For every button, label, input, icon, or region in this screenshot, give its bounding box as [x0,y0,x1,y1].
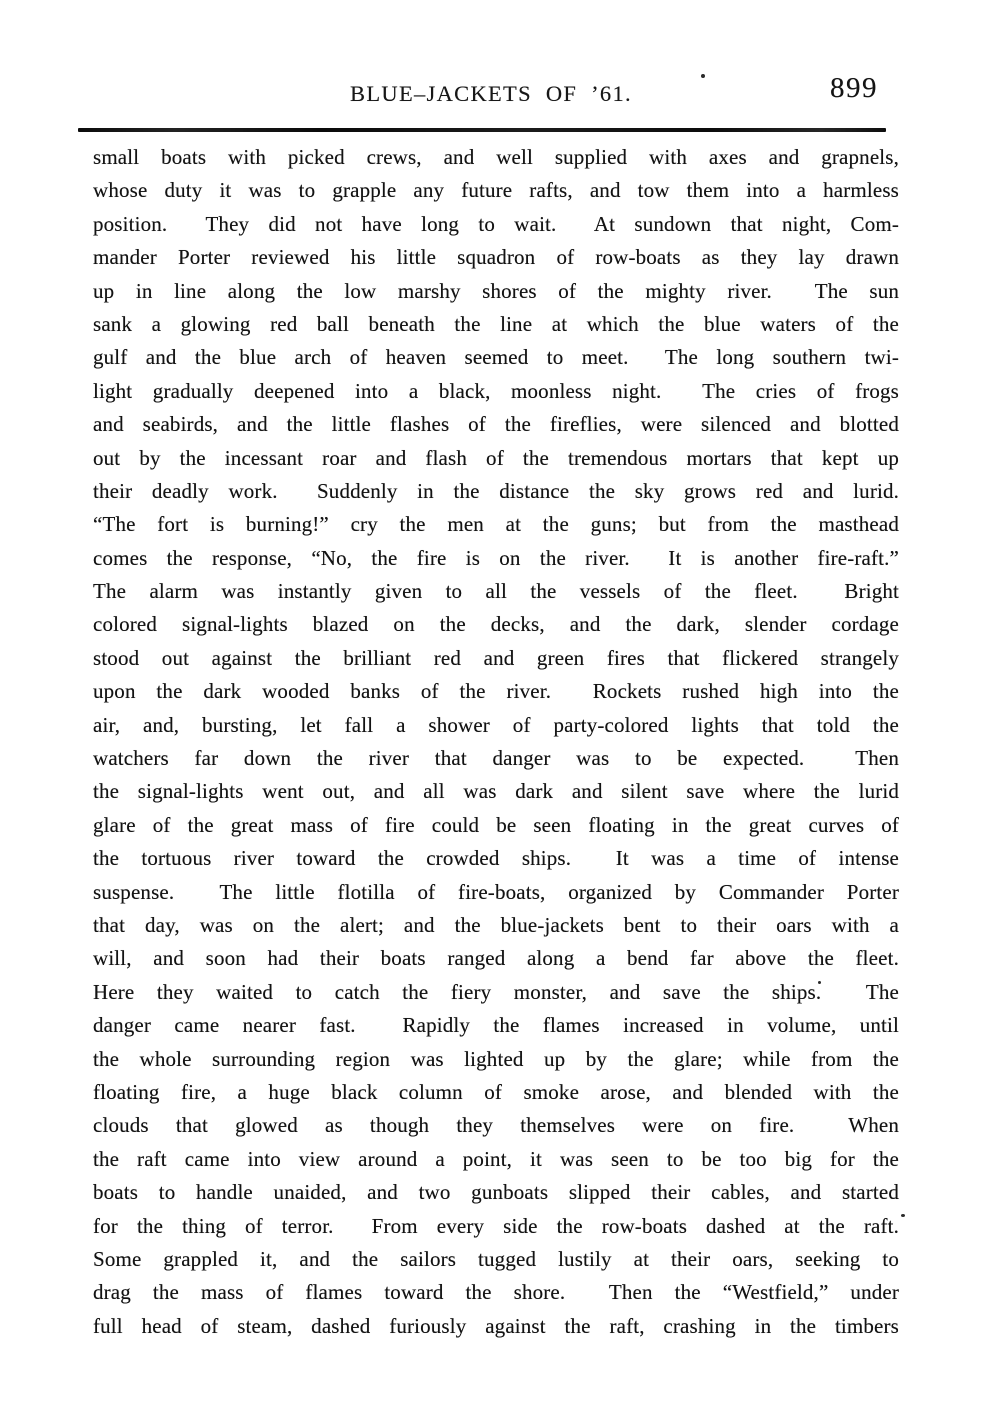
text-line: glare of the great mass of fire could be seen floating in the great curves of [93,812,899,837]
body-text [93,141,899,1343]
text-line: upon the dark wooded banks of the river. Rockets rushed high into the [93,679,899,704]
text-line: their deadly work. Suddenly in the distance the sky grows red and lurid. [93,478,899,503]
text-line: up in line along the low marshy shores of the mighty river. The sun [93,278,899,303]
text-line: the tortuous river toward the crowded ships. It was a time of intense [93,846,899,871]
text-line: danger came nearer fast. Rapidly the flames increased in volume, until [93,1013,899,1038]
text-line: clouds that glowed as though they themselves were on fire. When [93,1113,899,1138]
text-line: out by the incessant roar and flash of the tremendous mortars that kept up [93,445,899,470]
text-line: that day, was on the alert; and the blue-jackets bent to their oars with a [93,912,899,937]
text-line: drag the mass of flames toward the shore. Then the “Westfield,” under [93,1280,899,1305]
running-title: BLUE–JACKETS OF ’61. [350,81,632,106]
text-line: colored signal-lights blazed on the decks, and the dark, slender cordage [93,612,899,637]
page-number: 899 [830,72,878,104]
text-line: stood out against the brilliant red and green fires that flickered strangely [93,645,899,670]
text-line: “The fort is burning!” cry the men at the guns; but from the masthead [93,512,899,537]
ink-speck [701,74,705,78]
text-line: whose duty it was to grapple any future rafts, and tow them into a harmless [93,178,899,203]
text-line: Some grappled it, and the sailors tugged lustily at their oars, seeking to [93,1246,899,1271]
text-line: and seabirds, and the little flashes of the fireflies, were silenced and blotted [93,412,899,437]
text-line: sank a glowing red ball beneath the line at which the blue waters of the [93,311,899,336]
text-line: the whole surrounding region was lighted up by the glare; while from the [93,1046,899,1071]
text-line: mander Porter reviewed his little squadron of row-boats as they lay drawn [93,245,899,270]
ink-speck [901,1214,905,1217]
text-line: gulf and the blue arch of heaven seemed to meet. The long southern twi- [93,345,899,370]
text-line: small boats with picked crews, and well supplied with axes and grapnels, [93,145,899,169]
text-line: air, and, bursting, let fall a shower of party-colored lights that told the [93,712,899,737]
text-line: boats to handle unaided, and two gunboats slipped their cables, and started [93,1180,899,1205]
text-line: Here they waited to catch the fiery monster, and save the ships. The [93,979,899,1004]
text-line: floating fire, a huge black column of smoke arose, and blended with the [93,1079,899,1104]
text-line: The alarm was instantly given to all the vessels of the fleet. Bright [93,579,899,604]
text-line: position. They did not have long to wait. At sundown that night, Com- [93,211,899,236]
text-line: suspense. The little flotilla of fire-boats, organized by Commander Porter [93,879,899,904]
header-rule [78,128,886,132]
text-line: will, and soon had their boats ranged along a bend far above the fleet. [93,946,899,971]
text-line: comes the response, “No, the fire is on the river. It is another fire-raft.” [93,545,899,570]
text-line: the raft came into view around a point, it was seen to be too big for the [93,1146,899,1171]
text-line: full head of steam, dashed furiously against the raft, crashing in the timbers [93,1313,899,1338]
text-line: the signal-lights went out, and all was dark and silent save where the lurid [93,779,899,804]
text-line: watchers far down the river that danger was to be expected. Then [93,746,899,771]
text-line: for the thing of terror. From every side the row-boats dashed at the raft. [93,1213,899,1238]
text-line: light gradually deepened into a black, moonless night. The cries of frogs [93,378,899,403]
